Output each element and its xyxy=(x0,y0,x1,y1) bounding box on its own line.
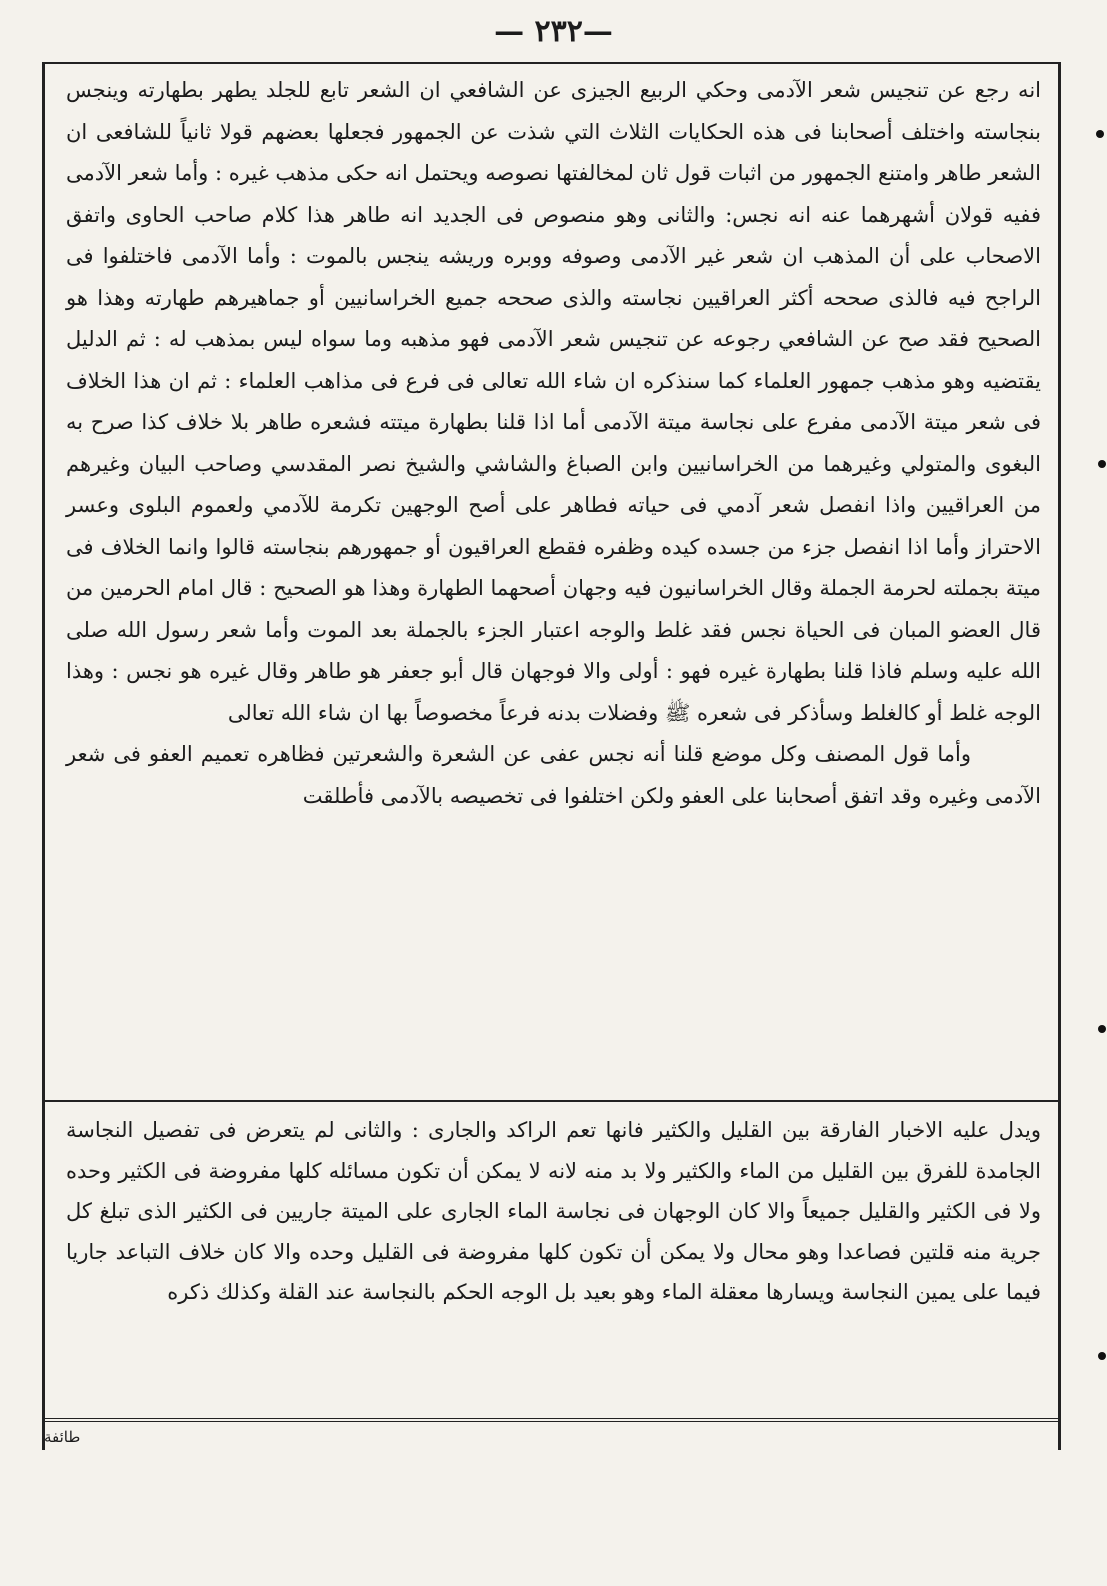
bottom-border xyxy=(42,1418,1058,1422)
footnote-paragraph: ويدل عليه الاخبار الفارقة بين القليل والكثير فانها تعم الراكد والجارى : والثانى لم يتعرض فى تفصيل النجاسة الجامدة للفرق بين القليل من الماء والكثير ولا بد منه لانه لا يمكن أن تكون مسائله كلها مفروضة فى الكثير وحده ولا فى الكثير والقليل جميعاً والا كان الوجهان فى نجاسة الماء الجارى على الميتة جاريين فى الكثير الذى تبلغ كل جرية منه قلتين فصاعدا وهو محال ولا يمكن أن تكون كلها مفروضة فى القليل وحده والا كان خلاف التباعد جاريا فيما على يمين النجاسة ويسارها معقلة الماء وهو بعيد بل الوجه الحكم بالنجاسة عند القلة وكذلك ذكره xyxy=(66,1118,1041,1304)
margin-mark xyxy=(1096,130,1104,138)
catchword: طائفة xyxy=(44,1428,81,1446)
margin-mark xyxy=(1098,1352,1106,1360)
page-number: — ٢٣٢— xyxy=(494,14,613,49)
main-paragraph: انه رجع عن تنجيس شعر الآدمى وحكي الربيع الجيزى عن الشافعي ان الشعر تابع للجلد يطهر بطهارته وينجس بنجاسته واختلف أصحابنا فى هذه الحكايات الثلاث التي شذت عن الجمهور فجعلها بعضهم قولا ثانياً للشافعى ان الشعر طاهر وامتنع الجمهور من اثبات قول ثان لمخالفتها نصوصه ويحتمل انه حكى مذهب غيره : وأما شعر الآدمى ففيه قولان أشهرهما عنه انه نجس: والثانى وهو منصوص فى الجديد انه طاهر هذا كلام صاحب الحاوى واتفق الاصحاب على أن المذهب ان شعر غير الآدمى وصوفه ووبره وريشه ينجس بالموت : وأما الآدمى فاختلفوا فى الراجح فيه فالذى صححه أكثر العراقيين نجاسته والذى صححه جميع الخراسانيين أو جماهيرهم طهارته وهذا هو الصحيح فقد صح عن الشافعي رجوعه عن تنجيس شعر الآدمى فهو مذهبه وما سواه ليس بمذهب له : ثم الدليل يقتضيه وهو مذهب جمهور العلماء كما سنذكره ان شاء الله تعالى فى فرع فى مذاهب العلماء : ثم ان هذا الخلاف فى شعر ميتة الآدمى مفرع على نجاسة ميتة الآدمى أما اذا قلنا بطهارة ميتته فشعره طاهر بلا خلاف كذا صرح به البغوى والمتولي وغيرهما من الخراسانيين وابن الصباغ والشاشي والشيخ نصر المقدسي وصاحب البيان وغيرهم من العراقيين واذا انفصل شعر آدمي فى حياته فطاهر على أصح الوجهين تكرمة للآدمي ولعموم البلوى وعسر الاحتراز وأما اذا انفصل جزء من جسده كيده وظفره فقطع العراقيون أو جمهورهم بنجاسته قالوا وانما الخلاف فى ميتة بجملته لحرمة الجملة وقال الخراسانيون فيه وجهان أصحهما الطهارة وهذا هو الصحيح : قال امام الحرمين من قال العضو المبان فى الحياة نجس فقد غلط والوجه اعتبار الجزء بالجملة بعد الموت وأما شعر رسول الله صلى الله عليه وسلم فاذا قلنا بطهارة غيره فهو : أولى والا فوجهان قال أبو جعفر هو طاهر وقال غيره هو نجس : وهذا الوجه غلط أو كالغلط وسأذكر فى شعره ﷺ وفضلات بدنه فرعاً مخصوصاً بها ان شاء الله تعالى xyxy=(66,78,1041,725)
footnote-separator xyxy=(42,1100,1058,1102)
left-border xyxy=(42,62,45,1450)
main-paragraph: وأما قول المصنف وكل موضع قلنا أنه نجس عفى عن الشعرة والشعرتين فظاهره تعميم العفو فى شعر الآدمى وغيره وقد اتفق أصحابنا على العفو ولكن اختلفوا فى تخصيصه بالآدمى فأطلقت xyxy=(66,742,1041,808)
top-border xyxy=(42,62,1058,64)
footnote-block xyxy=(48,1110,1059,1313)
margin-mark xyxy=(1098,1025,1106,1033)
margin-mark xyxy=(1098,460,1106,468)
main-text-block xyxy=(48,70,1059,817)
